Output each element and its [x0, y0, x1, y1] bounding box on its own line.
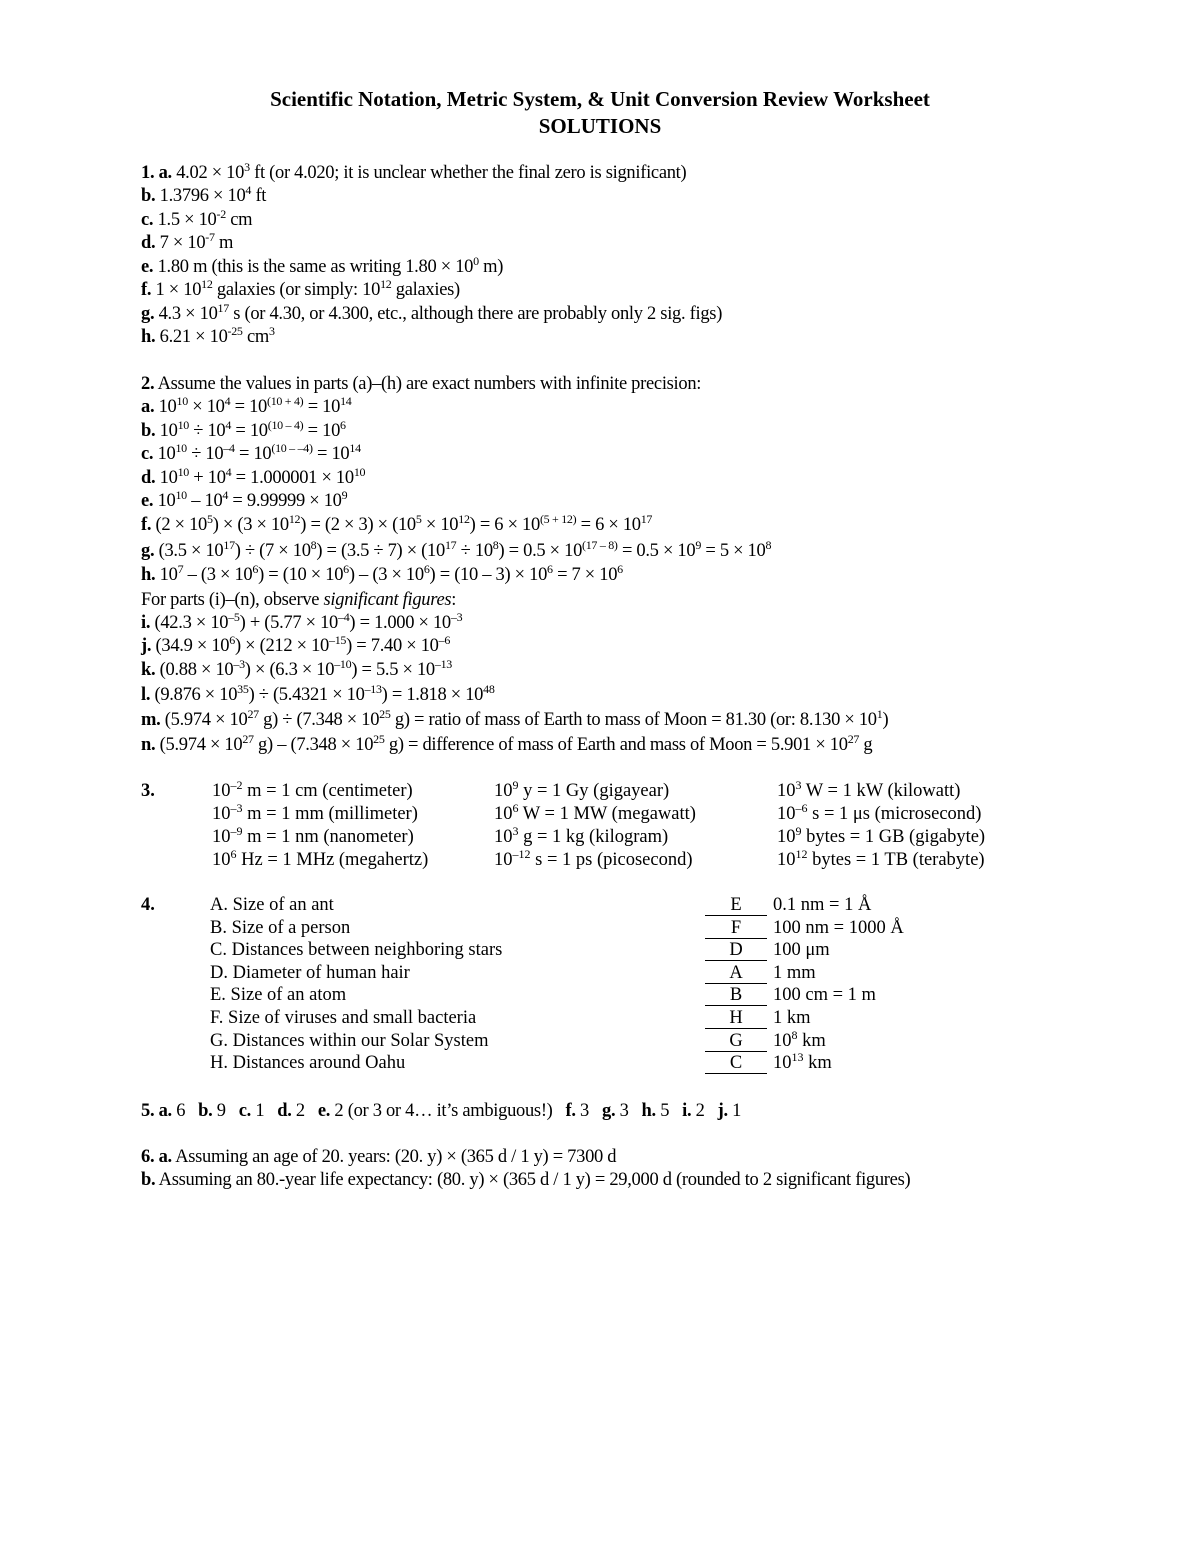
- q1-c: c. $1.5 \times 10^{-2}$ cm: [141, 207, 253, 230]
- q2-j: j. $(34.9 \times 10^6) \times (212 \times 10^{-15}) = 7.40 \times 10^{-6}$: [141, 633, 451, 656]
- q3-c2-r3: $10^3$ g = 1 kg (kilogram): [494, 824, 669, 847]
- q1-d: d. $7 \times 10^{-7}$ m: [141, 230, 234, 253]
- q3-c3-r3: $10^9$ bytes = 1 GB (gigabyte): [777, 824, 986, 847]
- q4-answer: C $10^{13}$ km: [705, 1052, 904, 1075]
- q1-g: g. $4.3 \times 10^{17}$ s (or 4.30, or 4.300, etc., although there are probably only 2 sig. figs): [141, 301, 723, 324]
- q2-intro: 2. Assume the values in parts (a)–(h) are exact numbers with infinite precision:: [141, 374, 702, 394]
- q2-m: m. ($5.974 \times 10^{27}$ $g) \div (7.348 \times 10^{25}$ g) = ratio of mass of Earth to mass of Moon = 81.30 (or: $8.130 \times 10^1$): [141, 707, 889, 730]
- q4-item: G. Distances within our Solar System: [210, 1030, 489, 1051]
- answer-blank: G: [705, 1032, 767, 1052]
- q2-f: f. $(2 \times 10^5) \times (3 \times 10^{12}) = (2 \times 3) \times (10^5 \times 10^{12}) = 6 \times 10^{(5 + 12)} = 6 \times 10^{17}$: [141, 512, 653, 535]
- q3-c3-r1: $10^3$ W = 1 kW (kilowatt): [777, 778, 961, 801]
- q3-c1-r4: $10^6$ Hz = 1 MHz (megahertz): [212, 847, 429, 870]
- q3-col-2: [494, 780, 696, 872]
- q6-a: 6. a. Assuming an age of 20. years: (20. y) × (365 d / 1 y) = 7300 d: [141, 1147, 617, 1167]
- q2-g: g. $(3.5 \times 10^{17}) \div (7 \times 10^8) = (3.5 \div 7) \times (10^{17} \div 10^8) = 0.5 \times 10^{(17 - 8)} = 0.5 \times 10^9 = 5 \times 10^8$: [141, 538, 772, 561]
- worksheet-subtitle: SOLUTIONS: [538, 114, 662, 138]
- q4-item: H. Distances around Oahu: [210, 1053, 406, 1074]
- q3-c3-r4: $10^{12}$ bytes = 1 TB (terabyte): [777, 847, 985, 870]
- answer-blank: H: [705, 1009, 767, 1029]
- q2-a: a. $10^{10} \times 10^4 = 10^{(10 + 4)} = 10^{14}$: [141, 394, 352, 417]
- q1-a: 1. a. $4.02 \times 10^3$ ft (or 4.020; it is unclear whether the final zero is significant): [141, 160, 687, 183]
- q4-answer: B 100 cm = 1 m: [705, 984, 904, 1007]
- q4-answer: A 1 mm: [705, 962, 904, 985]
- q3-c3-r2: $10^{-6}$ s = 1 μs (microsecond): [777, 801, 982, 824]
- q3-label: 3.: [141, 781, 155, 801]
- q4-item: D. Diameter of human hair: [210, 962, 410, 983]
- q2-k: k. $(0.88 \times 10^{-3}) \times (6.3 \times 10^{-10}) = 5.5 \times 10^{-13}$: [141, 657, 452, 680]
- q4-answers: [705, 894, 904, 1075]
- answer-blank: C: [705, 1054, 767, 1074]
- answer-blank: A: [705, 964, 767, 984]
- q4-answer: F 100 nm = 1000 Å: [705, 917, 904, 940]
- answer-blank: D: [705, 941, 767, 961]
- q4-answer: G $10^8$ km: [705, 1030, 904, 1053]
- answer-blank: B: [705, 986, 767, 1006]
- q4-item: E. Size of an atom: [210, 985, 347, 1006]
- q4-item: C. Distances between neighboring stars: [210, 940, 503, 961]
- q2-e: e. $10^{10} - 10^4 = 9.99999 \times 10^9$: [141, 488, 348, 511]
- q3-c2-r1: $10^9$ y = 1 Gy (gigayear): [494, 778, 670, 801]
- q1-e: e. 1.80 m (this is the same as writing $1.80 \times 10^0$ m): [141, 254, 504, 277]
- worksheet-title: Scientific Notation, Metric System, & Unit Conversion Review Worksheet: [270, 87, 930, 111]
- q4-answer: E 0.1 nm = 1 Å: [705, 894, 904, 917]
- q3-col-1: [212, 780, 428, 872]
- q3-c1-r3: $10^{-9}$ m = 1 nm (nanometer): [212, 824, 414, 847]
- q1-b: b. $1.3796 \times 10^4$ ft: [141, 183, 267, 206]
- q3-c2-r2: $10^6$ W = 1 MW (megawatt): [494, 801, 696, 824]
- q2-l: l. $(9.876 \times 10^{35}) \div (5.4321 \times 10^{-13}) = 1.818 \times 10^{48}$: [141, 682, 495, 705]
- answer-blank: F: [705, 919, 767, 939]
- q4-item: B. Size of a person: [210, 917, 351, 938]
- q3-c1-r2: $10^{-3}$ m = 1 mm (millimeter): [212, 801, 418, 824]
- q4-item: A. Size of an ant: [210, 895, 334, 915]
- q2-b: b. $10^{10} \div 10^4 = 10^{(10 - 4)} = 10^6$: [141, 418, 346, 441]
- q3-col-3: [777, 780, 985, 872]
- q3-c1-r1: $10^{-2}$ m = 1 cm (centimeter): [212, 778, 413, 801]
- q4-item: F. Size of viruses and small bacteria: [210, 1007, 477, 1028]
- q4-answer: D 100 μm: [705, 939, 904, 962]
- q4-answer: H 1 km: [705, 1007, 904, 1030]
- q1-f: f. $1 \times 10^{12}$ galaxies (or simply: $10^{12}$ galaxies): [141, 277, 460, 300]
- answer-blank: E: [705, 896, 767, 916]
- q4-items: [210, 894, 502, 1075]
- q2-c: c. $10^{10} \div 10^{-4} = 10^{(10 - -4)} = 10^{14}$: [141, 441, 361, 464]
- q2-i: i. $(42.3 \times 10^{-5}) + (5.77 \times 10^{-4}) = 1.000 \times 10^{-3}$: [141, 610, 463, 633]
- q3-c2-r4: $10^{-12}$ s = 1 ps (picosecond): [494, 847, 693, 870]
- q2-h: h. $10^7 - (3 \times 10^6) = (10 \times 10^6) - (3 \times 10^6) = (10 - 3) \times 10^6 = 7 \times 10^6$: [141, 562, 623, 585]
- q1-h: h. $6.21 \times 10^{-25}$ $cm^3$: [141, 324, 275, 347]
- q2-n: n. ($5.974 \times 10^{27}$ $g) - (7.348 \times 10^{25}$ g) = difference of mass of Earth and mass of Moon = $5.901 \times 10^{27}$ g: [141, 732, 873, 755]
- q5-answers: 5. a. 6 b. 9 c. 1 d. 2 e. 2 (or 3 or 4… it’s ambiguous!) f. 3 g. 3 h. 5 i. 2 j. 1: [141, 1101, 742, 1121]
- q6-b: b. Assuming an 80.-year life expectancy: (80. y) × (365 d / 1 y) = 29,000 d (rounded to 2 significant figures): [141, 1170, 911, 1190]
- q2-sigfig-intro: For parts (i)–(n), observe significant figures:: [141, 590, 457, 610]
- q2-d: d. $10^{10} + 10^4 = 1.000001 \times 10^{10}$: [141, 465, 366, 488]
- q4-label: 4.: [141, 895, 155, 915]
